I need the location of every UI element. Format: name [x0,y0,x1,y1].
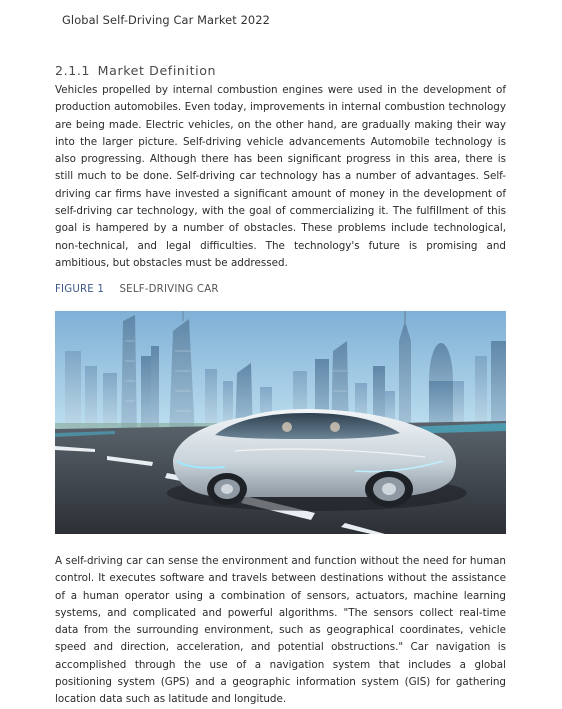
figure-caption [55,284,219,295]
section-heading [55,63,216,78]
self-driving-car-image [55,311,506,534]
figure-label: FIGURE 1 [55,284,105,295]
figure-title: SELF-DRIVING CAR [119,284,219,295]
running-header: Global Self-Driving Car Market 2022 [62,13,270,27]
paragraph-self-driving-description: A self-driving car can sense the environment and function without the need for human control. It executes software and travels between destinations without the assistance of a human operator using a combination of sensors, actuators, machine learning systems, and complicated and powerful algorithms. "The sensors collect real-time data from the surrounding environment, such as geographical coordinates, vehicle speed and direction, acceleration, and potential obstructions." Car navigation is accomplished through the use of a navigation system that includes a global positioning system (GPS) and a geographic information system (GIS) for gathering location data such as latitude and longitude. [55,555,506,706]
section-number: 2.1.1 [55,63,91,78]
section-title: Market Definition [97,63,217,78]
paragraph-market-definition: Vehicles propelled by internal combustion engines were used in the development of production automobiles. Even today, improvements in internal combustion technology are being made. Electric vehicles, on the other hand, are gradually making their way into the larger picture. Self-driving vehicle advancements Automobile technology is also progressing. Although there has been significant progress in this area, there is still much to be done. Self-driving car technology has a number of advantages. Self-driving car firms have invested a significant amount of money in the development of self-driving car technology, with the goal of commercializing it. The fulfillment of this goal is hampered by a number of obstacles. These problems include technological, non-technical, and legal difficulties. The technology's future is promising and ambitious, but obstacles must be addressed. [55,84,506,269]
